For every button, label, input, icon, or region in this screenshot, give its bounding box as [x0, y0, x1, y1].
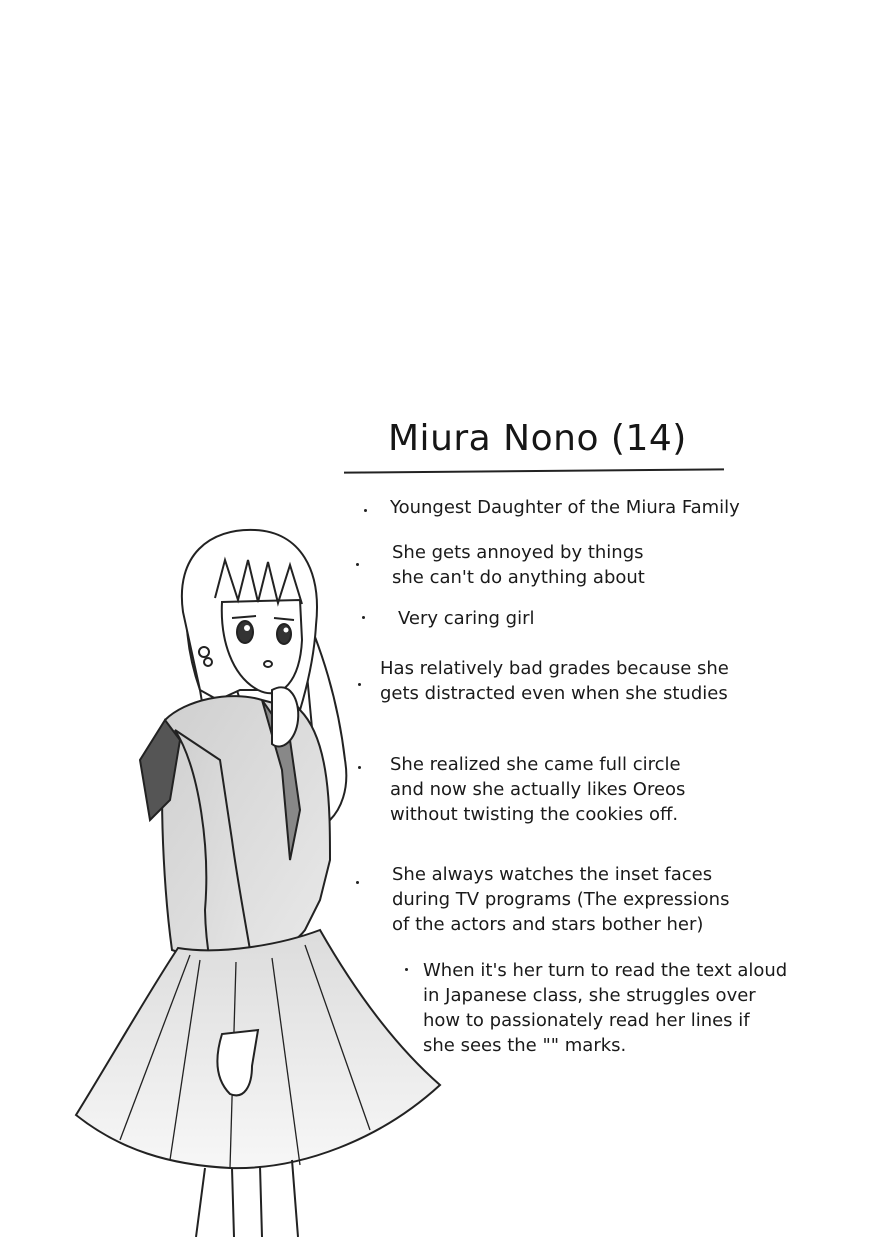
profile-note-6 — [392, 862, 729, 937]
note-line: of the actors and stars bother her) — [392, 914, 704, 935]
note-line: she sees the "" marks. — [423, 1035, 627, 1056]
bullet-dot — [358, 766, 361, 769]
note-line: She gets annoyed by things — [392, 542, 644, 563]
bullet-dot — [358, 683, 361, 686]
note-line: without twisting the cookies off. — [390, 804, 679, 825]
bullet-dot — [356, 881, 359, 884]
note-line: Youngest Daughter of the Miura Family — [390, 497, 740, 518]
bullet-dot — [405, 968, 408, 971]
skirt — [76, 930, 440, 1168]
note-line: how to passionately read her lines if — [423, 1010, 750, 1031]
note-line: in Japanese class, she struggles over — [423, 985, 756, 1006]
bullet-dot — [364, 509, 367, 512]
note-line: Very caring girl — [398, 608, 535, 629]
profile-note-2 — [392, 540, 645, 590]
note-line: she can't do anything about — [392, 567, 645, 588]
note-line: She realized she came full circle — [390, 754, 681, 775]
note-line: and now she actually likes Oreos — [390, 779, 686, 800]
profile-note-5 — [390, 752, 685, 827]
note-line: When it's her turn to read the text aloud — [423, 960, 788, 981]
profile-note-1 — [390, 495, 740, 520]
bullet-dot — [362, 616, 365, 619]
profile-note-4 — [380, 656, 729, 706]
profile-note-7 — [423, 958, 787, 1058]
bullet-dot — [356, 563, 359, 566]
note-line: during TV programs (The expressions — [392, 889, 730, 910]
note-line: Has relatively bad grades because she — [380, 658, 729, 679]
profile-note-3 — [398, 606, 534, 631]
note-line: gets distracted even when she studies — [380, 683, 728, 704]
legs — [196, 1160, 298, 1237]
note-line: She always watches the inset faces — [392, 864, 713, 885]
character-name-title: Miura Nono (14) — [388, 418, 687, 459]
